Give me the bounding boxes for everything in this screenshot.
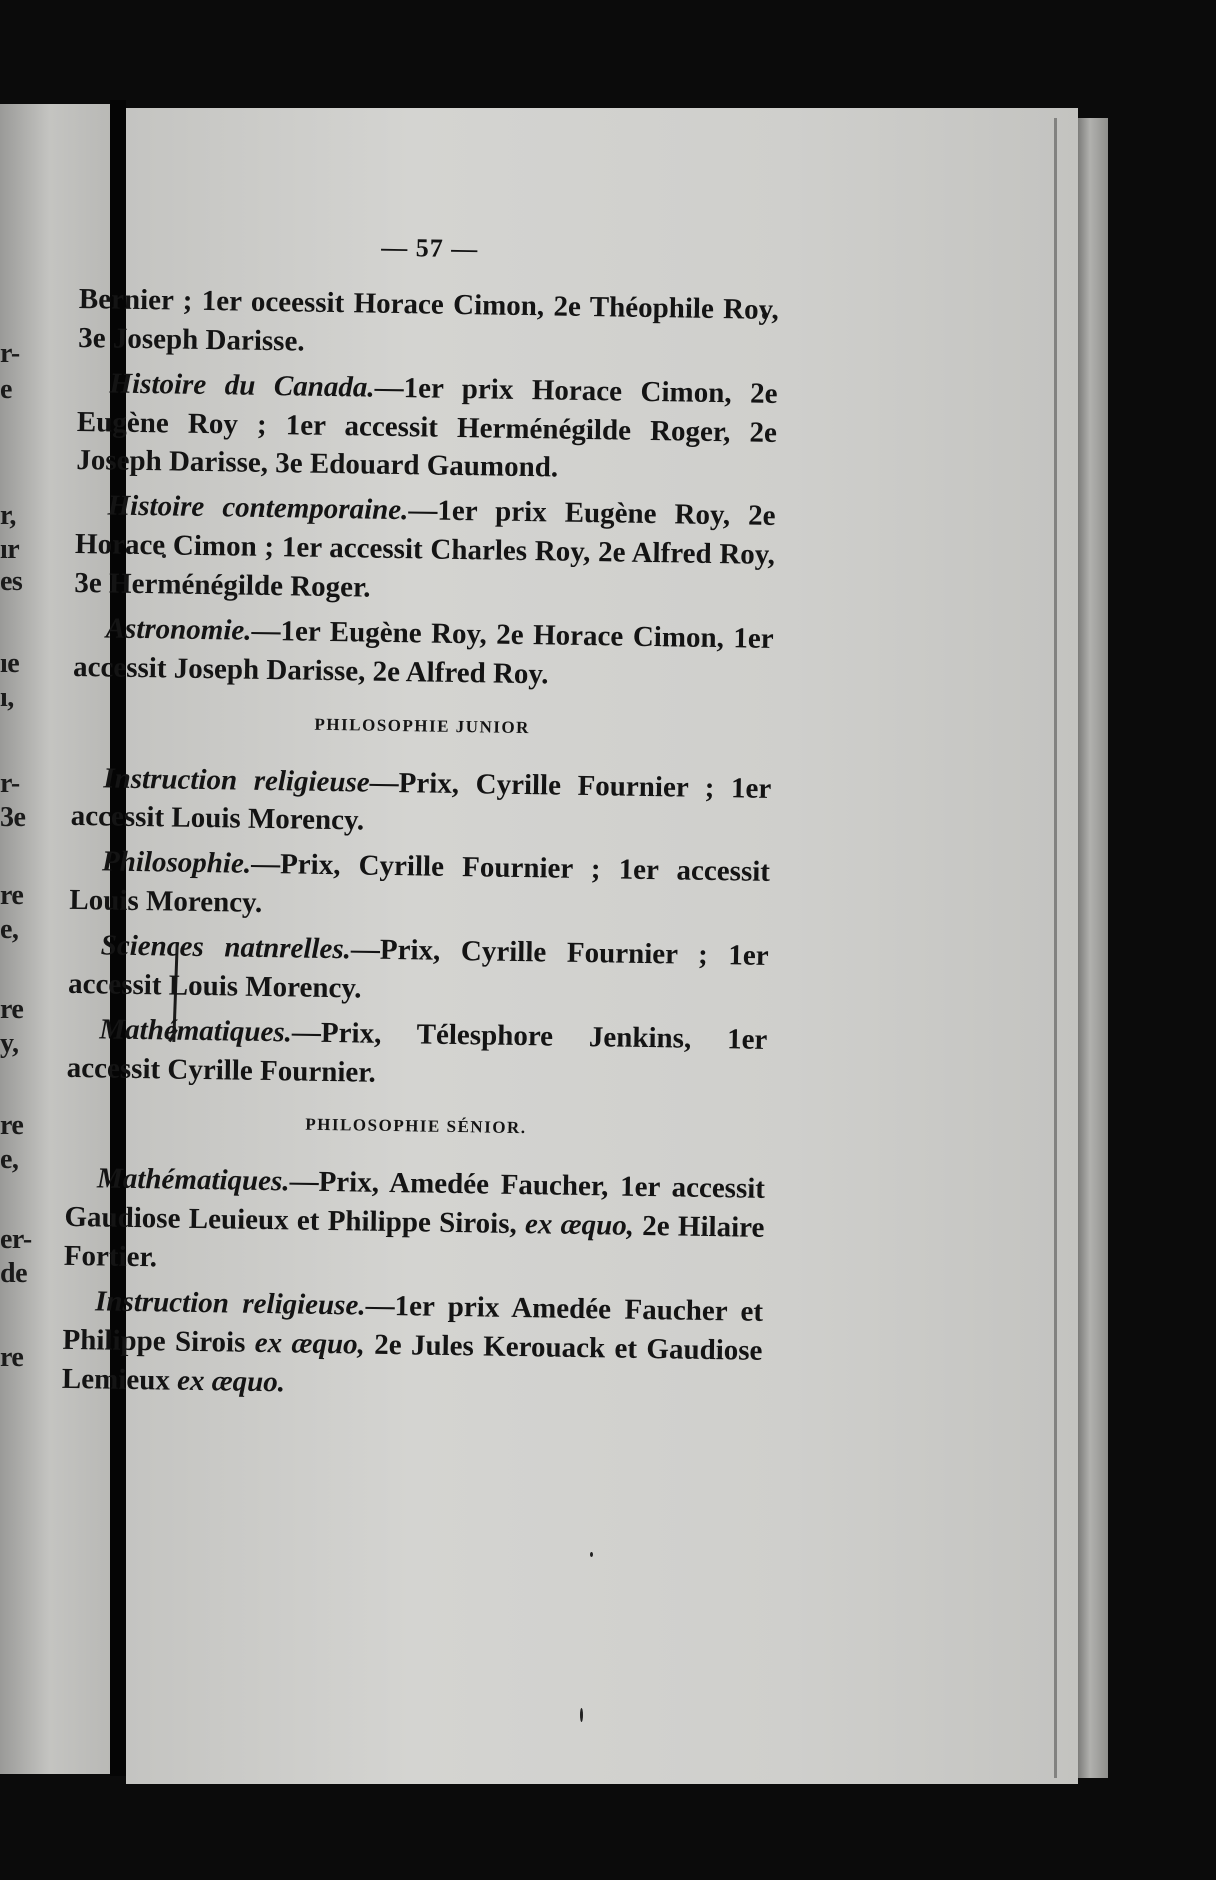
paragraph-text: —Prix, Télesphore Jenkins, 1er accessit Cyrille Fournier. — [66, 1016, 768, 1089]
previous-page-fragment: re — [0, 1110, 24, 1141]
paragraph-text: —Prix, Cyrille Fournier ; 1er accessit Louis Morency. — [70, 766, 772, 837]
previous-page-fragment: 3e — [0, 802, 26, 833]
subject-name: Mathématiques. — [99, 1013, 293, 1049]
previous-page-fragment: y, — [0, 1028, 19, 1059]
prize-paragraph — [76, 364, 778, 492]
paragraph-text: Bernier ; 1er oceessit Horace Cimon, 2e Théophile Roy, 3e Joseph Darisse. — [78, 282, 780, 358]
page-fore-edge — [1078, 118, 1108, 1778]
previous-page-fragment: r- — [0, 768, 20, 799]
previous-page-fragment: re — [0, 994, 24, 1025]
previous-page-fragment: e — [0, 374, 12, 405]
previous-page-fragment: ıe — [0, 648, 20, 679]
previous-page-fragment: r- — [0, 338, 20, 369]
previous-page-fragment: e, — [0, 914, 19, 945]
previous-page-fragment: e, — [0, 1144, 19, 1175]
previous-page-fragment: ır — [0, 534, 20, 565]
subject-name: Instruction religieuse — [103, 762, 370, 799]
subject-name: Sciences natnrelles. — [100, 929, 352, 966]
previous-page-fragment: de — [0, 1258, 27, 1289]
prize-paragraph — [69, 842, 770, 931]
previous-page-fragment: ı, — [0, 682, 14, 713]
prize-paragraph — [78, 280, 779, 369]
latin-phrase: ex æquo. — [176, 1364, 286, 1399]
prize-paragraph — [74, 486, 776, 614]
previous-page-fragment: es — [0, 566, 23, 597]
prize-paragraph — [67, 1010, 768, 1099]
previous-page-fragment: re — [0, 1342, 24, 1373]
ink-speck — [580, 1708, 583, 1722]
latin-phrase: ex æquo, — [524, 1208, 635, 1243]
subject-name: Astronomie. — [105, 612, 252, 647]
paragraph-text: —Prix, Cyrille Fournier ; 1er accessit Louis Morency. — [67, 933, 769, 1005]
section-heading: PHILOSOPHIE SÉNIOR. — [305, 1115, 527, 1138]
subject-name: Philosophie. — [101, 845, 252, 881]
prize-paragraph — [73, 609, 774, 698]
previous-page-fragment: r, — [0, 500, 16, 531]
subject-name: Histoire du Canada. — [109, 367, 375, 404]
paragraph-text: 2e Jules Kerouack et Gaudiose Lemieux — [61, 1328, 763, 1397]
page-text — [62, 228, 780, 1415]
prize-paragraph — [68, 926, 769, 1015]
prize-paragraph — [62, 1282, 764, 1410]
subject-name: Instruction religieuse. — [94, 1285, 366, 1322]
page-number: — 57 — — [381, 232, 479, 264]
paragraph-text: —1er prix Horace Cimon, 2e Eugène Roy ; 1er accessit Herménégilde Roger, 2e Joseph Darisse, 3e Edouard Gaumond. — [76, 371, 778, 484]
paragraph-text: —Prix, Cyrille Fournier ; 1er accessit Louis Morency. — [69, 848, 771, 920]
subject-name: Histoire contemporaine. — [107, 489, 409, 527]
paragraph-text: —1er Eugène Roy, 2e Horace Cimon, 1er accessit Joseph Darisse, 2e Alfred Roy. — [72, 614, 774, 691]
page-edge-line — [1054, 118, 1057, 1778]
ink-speck — [590, 1552, 593, 1557]
paragraph-text: 2e Hilaire Fortier. — [63, 1210, 765, 1274]
prize-paragraph — [64, 1159, 766, 1287]
paragraph-text: —Prix, Amedée Faucher, 1er accessit Gaudiose Leuieux et Philippe Sirois, — [64, 1165, 766, 1241]
latin-phrase: ex æquo, — [254, 1326, 366, 1361]
previous-page-fragment: re — [0, 880, 24, 911]
section-heading: PHILOSOPHIE JUNIOR — [314, 714, 531, 737]
subject-name: Mathématiques. — [96, 1162, 290, 1198]
paragraph-text: —1er prix Amedée Faucher et Philippe Sirois — [62, 1289, 764, 1359]
previous-page-fragment: er- — [0, 1224, 32, 1255]
paragraph-text: —1er prix Eugène Roy, 2e Horace Cimon ; 1er accessit Charles Roy, 2e Alfred Roy, 3e Herménégilde Roger. — [74, 494, 776, 604]
prize-paragraph — [70, 759, 771, 848]
